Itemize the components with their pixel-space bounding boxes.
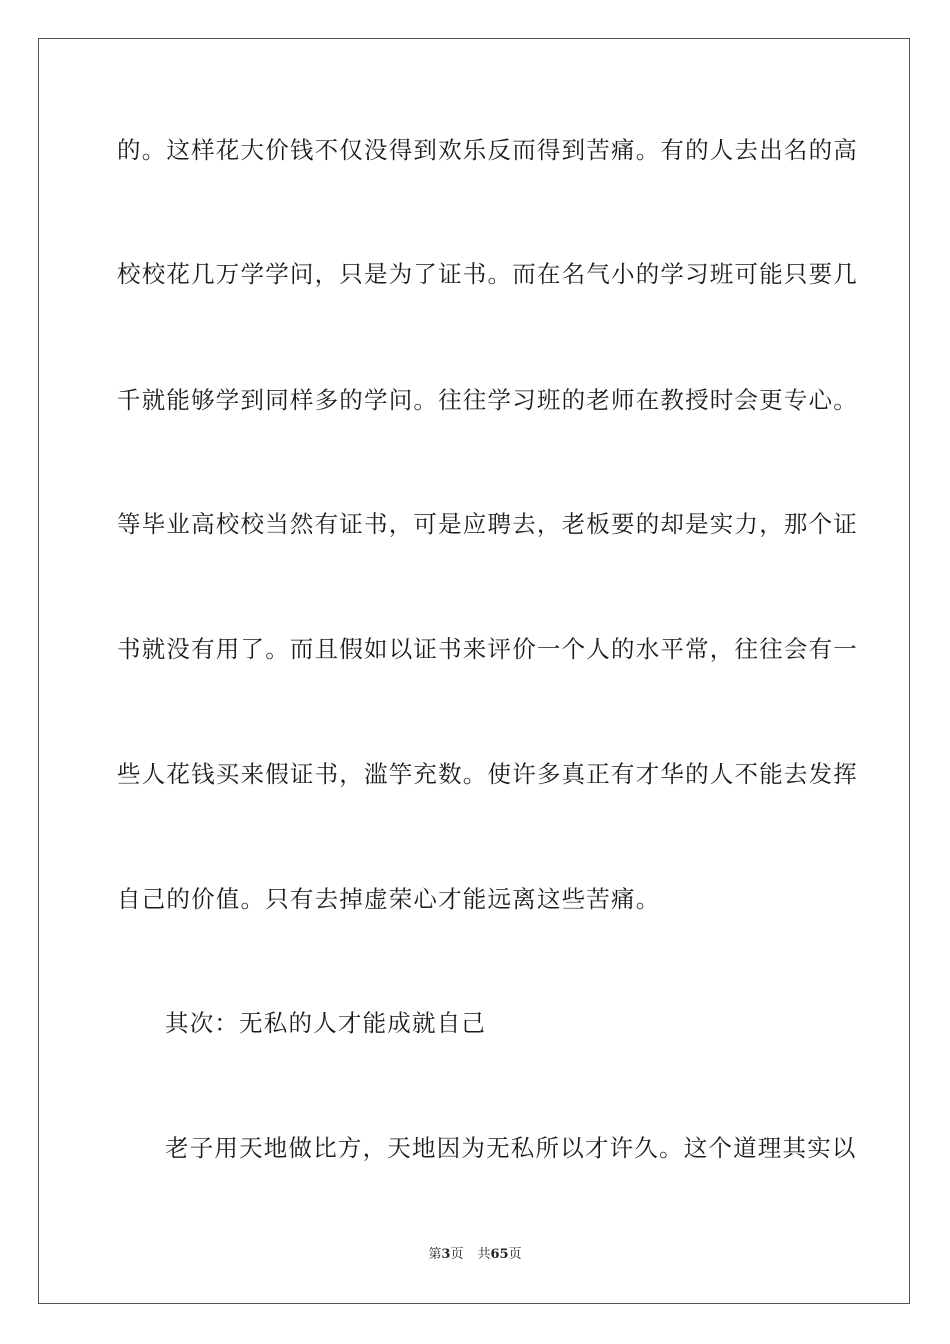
body-line-7: 自己的价值。只有去掉虚荣心才能远离这些苦痛。 [117, 885, 661, 913]
body-line-9: 老子用天地做比方，天地因为无私所以才许久。这个道理其实以 [165, 1134, 857, 1162]
page-suffix: 页 [450, 1247, 464, 1262]
page-prefix: 第 [428, 1247, 442, 1262]
total-suffix: 页 [508, 1247, 522, 1262]
page-footer [0, 1246, 950, 1264]
body-line-6: 些人花钱买来假证书，滥竽充数。使许多真正有才华的人不能去发挥 [117, 760, 858, 788]
body-line-2: 校校花几万学学问，只是为了证书。而在名气小的学习班可能只要几 [117, 260, 858, 288]
total-prefix: 共 [477, 1247, 491, 1262]
body-line-4: 等毕业高校校当然有证书，可是应聘去，老板要的却是实力，那个证 [117, 510, 858, 538]
section-heading: 其次：无私的人才能成就自己 [165, 1009, 487, 1037]
page-number: 3 [441, 1247, 451, 1262]
page-frame [38, 38, 910, 1304]
body-line-5: 书就没有用了。而且假如以证书来评价一个人的水平常，往往会有一 [117, 635, 858, 663]
body-line-3: 千就能够学到同样多的学问。往往学习班的老师在教授时会更专心。 [117, 386, 858, 414]
total-pages: 65 [490, 1247, 509, 1262]
body-line-1: 的。这样花大价钱不仅没得到欢乐反而得到苦痛。有的人去出名的高 [117, 136, 858, 164]
